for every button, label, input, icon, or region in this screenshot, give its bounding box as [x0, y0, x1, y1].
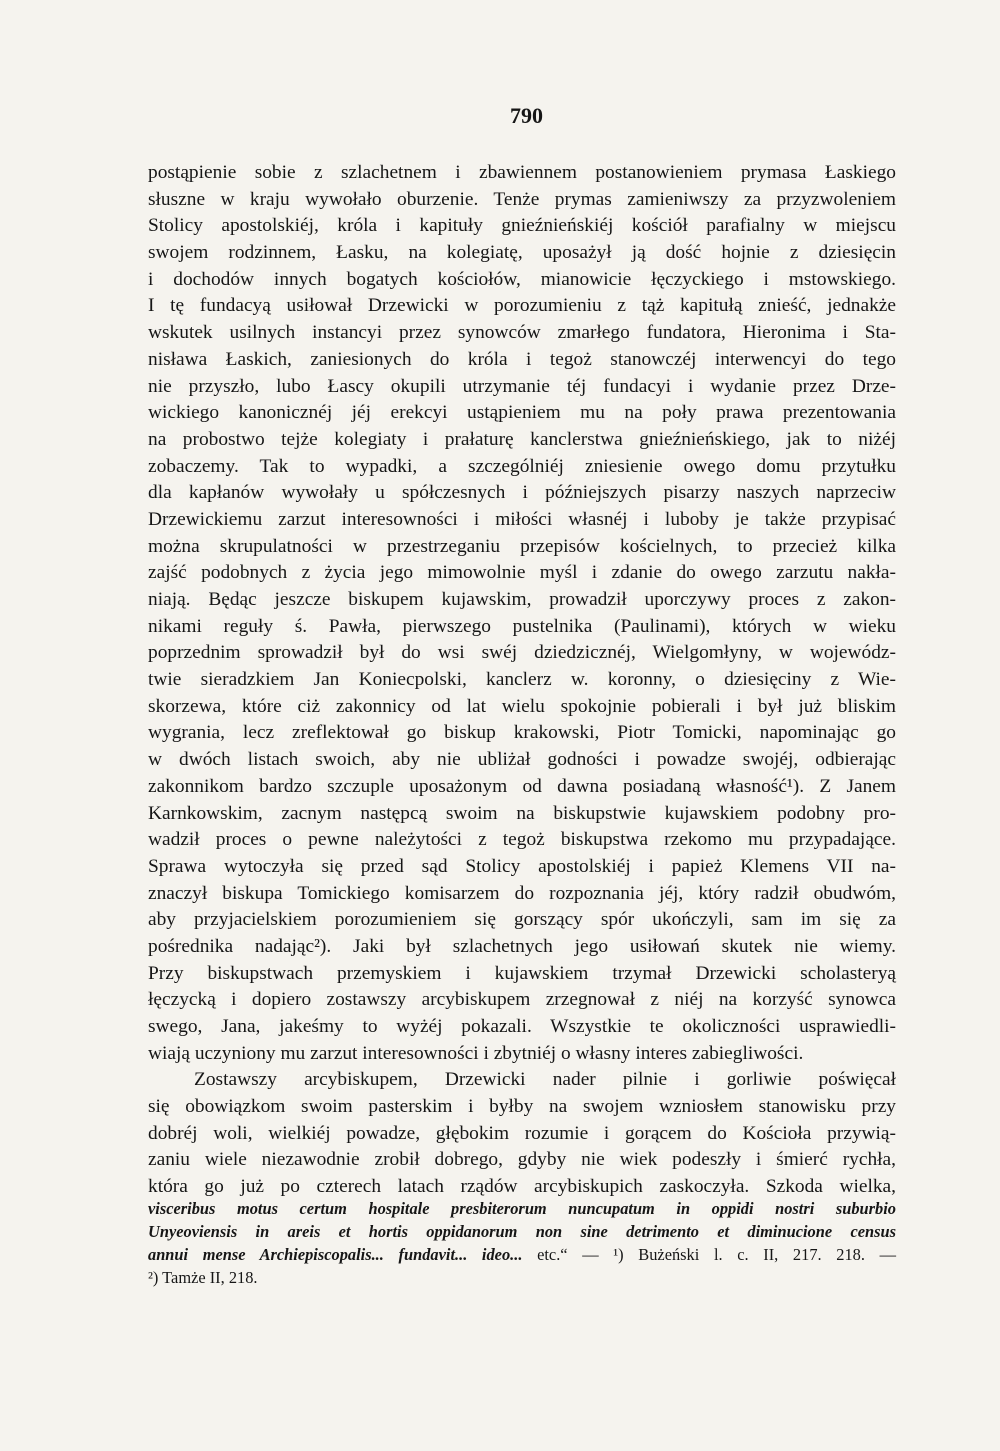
body-line: aby przyjacielskiem porozumieniem się gorszący spór ukończyli, sam im się za: [148, 909, 896, 931]
body-line: w dwóch listach swoich, aby nie ubliżał godności i powadze swojéj, odbierając: [148, 749, 896, 771]
body-line: zajść podobnych z życia jego mimowolnie myśl i zdanie do owego zarzutu nakła-: [148, 562, 896, 584]
body-line: Zostawszy arcybiskupem, Drzewicki nader pilnie i gorliwie poświęcał: [194, 1069, 896, 1091]
body-line: swojem rodzinnem, Łasku, na kolegiatę, uposażył ją dość hojnie z dziesięcin: [148, 242, 896, 264]
body-line: pośrednika nadając²). Jaki był szlachetnych jego usiłowań skutek nie wiemy.: [148, 935, 896, 957]
body-line: wygrania, lecz zreflektował go biskup krakowski, Piotr Tomicki, napominając go: [148, 722, 896, 744]
body-line: postąpienie sobie z szlachetnem i zbawiennem postanowieniem prymasa Łaskiego: [148, 162, 896, 183]
body-line: zakonnikom bardzo szczuple uposażonym od dawna posiadaną własność¹). Z Janem: [148, 775, 896, 797]
body-line: nikami reguły ś. Pawła, pierwszego pustelnika (Paulinami), których w wieku: [148, 615, 896, 637]
body-line: dobréj woli, wielkiéj powadze, głębokim rozumie i gorącem do Kościoła przywią-: [148, 1122, 896, 1144]
footnote-reference: etc.“ — ¹) Bużeński l. c. II, 217. 218. —: [522, 1245, 896, 1264]
body-line: która go już po czterech latach rządów arcybiskupich zaskoczyła. Szkoda wielka,: [148, 1176, 896, 1198]
page-number: 790: [510, 103, 543, 128]
body-line: nie przyszło, lubo Łascy okupili utrzymanie téj fundacyi i wydanie przez Drze-: [148, 375, 896, 397]
body-line: nisława Łaskich, zaniesionych do króla i tegoż stanowczéj interwencyi do tego: [148, 348, 896, 370]
body-line: Karnkowskim, zacnym następcą swoim na biskupstwie kujawskiem podobny pro-: [148, 802, 896, 824]
body-line: Przy biskupstwach przemyskiem i kujawskiem trzymał Drzewicki scholasteryą: [148, 962, 896, 984]
body-line: łęczycką i dopiero zostawszy arcybiskupem zrzegnował z niéj na korzyść synowca: [148, 989, 896, 1011]
footnote-line: visceribus motus certum hospitale presbiterorum nuncupatum in oppidi nostri suburbio: [148, 1199, 896, 1218]
body-line: I tę fundacyą usiłował Drzewicki w porozumieniu z tąż kapitułą znieść, jednakże: [148, 295, 896, 317]
body-line: twie sieradzkiem Jan Koniecpolski, kanclerz w. koronny, o dziesięciny z Wie-: [148, 669, 896, 691]
body-text: [148, 160, 896, 1201]
body-line: wickiego kanonicznéj jéj erekcyi ustąpieniem mu na poły prawa prezentowania: [148, 402, 896, 424]
body-line: Drzewickiemu zarzut interesowności i miłości własnéj i luboby je także przypisać: [148, 508, 896, 530]
footnote-line: [148, 1243, 896, 1266]
body-line: poprzednim sprowadził był do wsi swéj dziedzicznéj, Wielgomłyny, w wojewódz-: [148, 642, 896, 664]
footnotes: [148, 1197, 896, 1289]
body-line: można skrupulatności w przestrzeganiu przepisów kościelnych, to przecież kilka: [148, 535, 896, 557]
body-line: skorzewa, które ciż zakonnicy od lat wielu spokojnie pobierali i był już bliskim: [148, 695, 896, 717]
body-line: wadził proces o pewne należytości z tegoż biskupstwa rzekomo mu przypadające.: [148, 829, 896, 851]
body-line: zobaczemy. Tak to wypadki, a szczególniéj zniesienie owego domu przytułku: [148, 455, 896, 477]
footnote-line: Unyeoviensis in areis et hortis oppidanorum non sine detrimento et diminucione census: [148, 1222, 896, 1241]
body-line: wiają uczyniony mu zarzut interesowności i zbytniéj o własny interes zabiegliwości.: [148, 1042, 804, 1064]
body-line: wskutek usilnych instancyi przez synowców zmarłego fundatora, Hieronima i Sta-: [148, 322, 896, 344]
body-line: Stolicy apostolskiéj, króla i kapituły gnieźnieńskiéj kościół parafialny w miejscu: [148, 215, 896, 237]
body-line: i dochodów innych bogatych kościołów, mianowicie łęczyckiego i mstowskiego.: [148, 268, 896, 290]
body-line: słuszne w kraju wywołało oburzenie. Tenże prymas zamieniwszy za przyzwoleniem: [148, 188, 896, 210]
body-line: znaczył biskupa Tomickiego komisarzem do rozpoznania jéj, który radził obudwóm,: [148, 882, 896, 904]
footnote-line: ²) Tamże II, 218.: [148, 1268, 258, 1287]
body-line: się obowiązkom swoim pasterskim i byłby na swojem wzniosłem stanowisku przy: [148, 1096, 896, 1118]
body-line: swego, Jana, jakeśmy to wyżéj pokazali. Wszystkie te okoliczności usprawiedli-: [148, 1016, 896, 1037]
body-line: zaniu wiele niezawodnie zrobił dobrego, gdyby nie wiek podeszły i śmierć rychła,: [148, 1149, 896, 1171]
footnote-latin-tail: annui mense Archiepiscopalis... fundavit... ideo...: [148, 1245, 523, 1264]
body-line: niają. Będąc jeszcze biskupem kujawskim, prowadził uporczywy proces z zakon-: [148, 589, 896, 610]
body-line: Sprawa wytoczyła się przed sąd Stolicy apostolskiéj i papież Klemens VII na-: [148, 855, 896, 877]
body-line: na probostwo tejże kolegiaty i prałaturę kanclerstwa gnieźnieńskiego, jak to niżéj: [148, 428, 896, 450]
body-line: dla kapłanów wywołały u spółczesnych i późniejszych pisarzy naszych naprzeciw: [148, 482, 896, 504]
